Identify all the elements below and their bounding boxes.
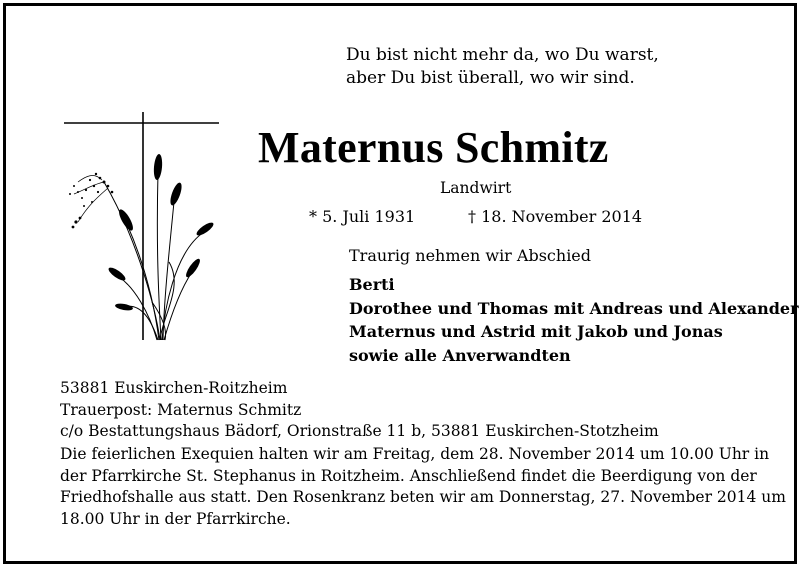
death-date: † 18. November 2014 [468,207,643,226]
mourner-line: Dorothee und Thomas mit Andreas und Alexander [349,298,799,318]
deceased-name: Maternus Schmitz [258,123,609,172]
mourner-line: Berti [349,275,395,294]
service-line: Die feierlichen Exequien halten wir am Freitag, dem 28. November 2014 um 10.00 Uhr in [60,445,770,463]
obituary-notice [3,3,797,564]
mourner-line: sowie alle Anverwandten [349,345,571,365]
quote-line: Du bist nicht mehr da, wo Du warst, [346,45,659,65]
address-line: 53881 Euskirchen-Roitzheim [60,379,288,397]
service-line: 18.00 Uhr in der Pfarrkirche. [60,509,291,528]
memorial-quote [346,44,659,90]
address-block [60,378,659,443]
cross-with-wheat-icon [64,112,224,342]
mourner-line: Maternus und Astrid mit Jakob und Jonas [349,322,723,341]
service-info [60,444,786,530]
service-line: der Pfarrkirche St. Stephanus in Roitzheim. Anschließend findet die Beerdigung von der [60,466,757,485]
address-line: c/o Bestattungshaus Bädorf, Orionstraße 11 b, 53881 Euskirchen-Stotzheim [60,422,659,440]
service-line: Friedhofshalle aus statt. Den Rosenkranz beten wir am Donnerstag, 27. November 2014 um [60,488,786,506]
address-line: Trauerpost: Maternus Schmitz [60,400,302,419]
mourners-intro: Traurig nehmen wir Abschied [349,246,592,265]
deceased-profession: Landwirt [440,179,512,197]
mourners-list [349,273,799,367]
birth-date: * 5. Juli 1931 [309,207,416,226]
quote-line: aber Du bist überall, wo wir sind. [346,68,635,88]
